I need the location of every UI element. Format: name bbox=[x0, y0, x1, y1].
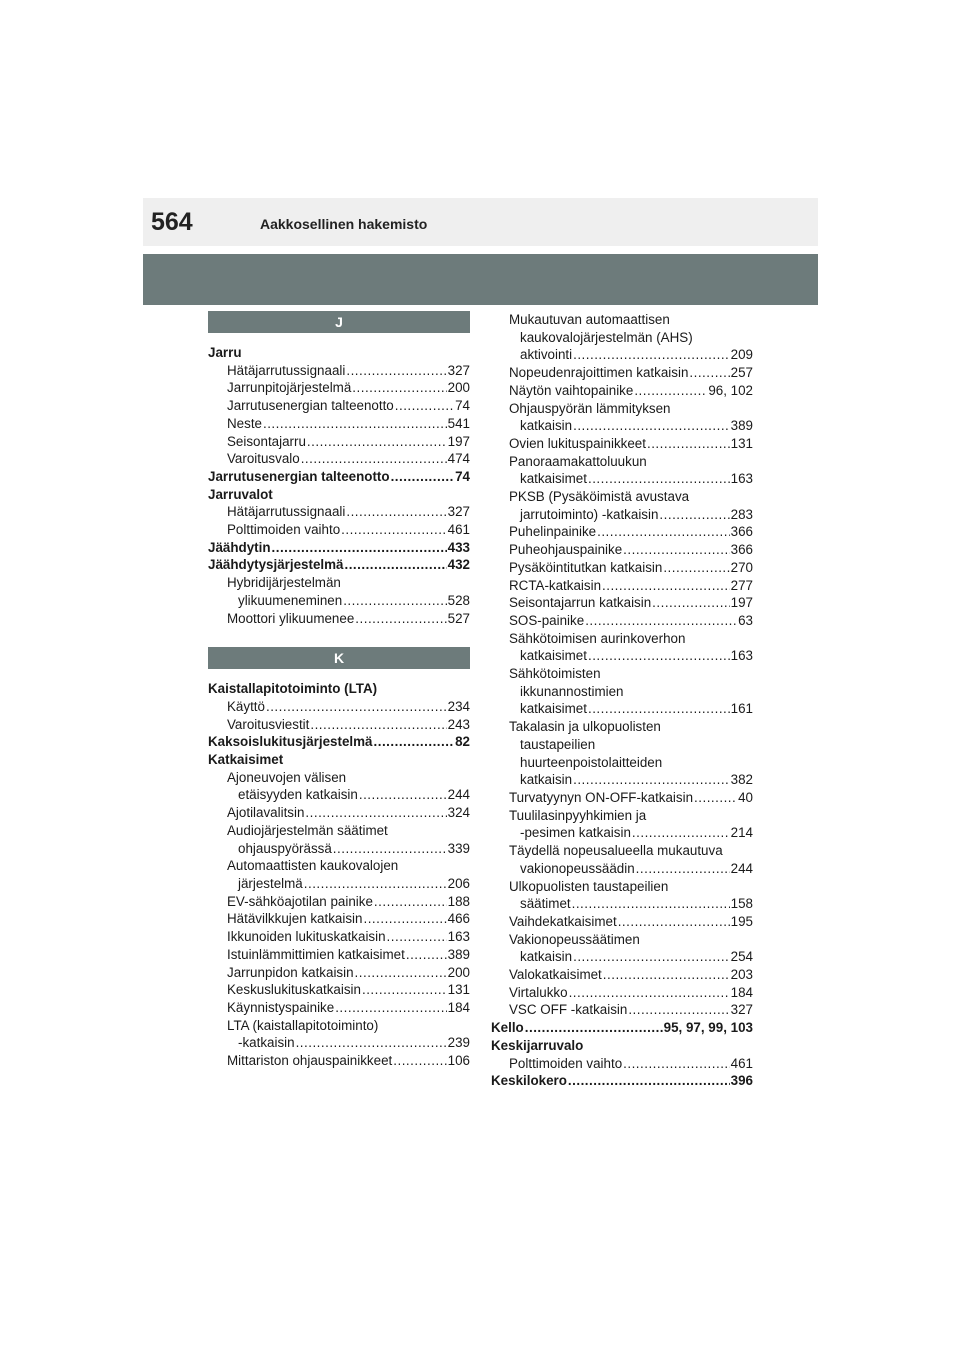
page-ref: 95, 97, 99, 103 bbox=[663, 1020, 753, 1036]
page-ref: 131 bbox=[730, 435, 753, 451]
index-entry: vakionopeussäädin ..... 244 bbox=[491, 860, 753, 878]
index-entry: Polttimoiden vaihto ..... 461 bbox=[491, 1055, 753, 1073]
index-entry: Polttimoiden vaihto ..... 461 bbox=[208, 521, 470, 539]
page-ref: 433 bbox=[447, 539, 470, 555]
page-ref: 389 bbox=[730, 418, 753, 434]
index-entry: Panoraamakattoluukun bbox=[509, 453, 647, 469]
index-entry: Ulkopuolisten taustapeilien bbox=[509, 878, 669, 894]
index-entry: Jäähdytin ..... 433 bbox=[208, 539, 470, 557]
page-ref: 366 bbox=[730, 542, 753, 558]
index-entry: Istuinlämmittimien katkaisimet ..... 389 bbox=[208, 946, 470, 964]
page-ref: 184 bbox=[730, 984, 753, 1000]
index-entry: järjestelmä ..... 206 bbox=[208, 875, 470, 893]
page-ref: 396 bbox=[730, 1073, 753, 1089]
index-entry: Käyttö ..... 234 bbox=[208, 698, 470, 716]
page-ref: 188 bbox=[447, 893, 470, 909]
index-entry: Mittariston ohjauspainikkeet ..... 106 bbox=[208, 1052, 470, 1070]
page-ref: 206 bbox=[447, 875, 470, 891]
page-ref: 277 bbox=[730, 577, 753, 593]
page-ref: 283 bbox=[730, 506, 753, 522]
index-entry: Keskilokero ..... 396 bbox=[491, 1072, 753, 1090]
page-ref: 203 bbox=[730, 967, 753, 983]
index-column-left bbox=[208, 311, 470, 1070]
page-ref: 234 bbox=[447, 698, 470, 714]
index-entry: etäisyyden katkaisin ..... 244 bbox=[208, 786, 470, 804]
index-entry: aktivointi ..... 209 bbox=[491, 346, 753, 364]
header-band bbox=[143, 254, 818, 305]
page-ref: 74 bbox=[455, 468, 470, 484]
index-entry: Mukautuvan automaattisen bbox=[509, 312, 670, 327]
index-entry: Keskijarruvalo bbox=[491, 1037, 584, 1053]
page-ref: 474 bbox=[447, 451, 470, 467]
index-entry: Vakionopeussäätimen bbox=[509, 931, 640, 947]
index-entry: Puheohjauspainike ..... 366 bbox=[491, 541, 753, 559]
index-entry: Katkaisimet bbox=[208, 752, 284, 768]
page-ref: 161 bbox=[730, 701, 753, 717]
section-header-k: K bbox=[208, 647, 470, 669]
page-ref: 254 bbox=[730, 949, 753, 965]
index-entry: Hybridijärjestelmän bbox=[227, 575, 341, 591]
page-ref: 327 bbox=[447, 504, 470, 520]
index-entry: -pesimen katkaisin ..... 214 bbox=[491, 824, 753, 842]
index-column-right bbox=[491, 311, 753, 1090]
index-entry: Kaistallapitotoiminto (LTA) bbox=[208, 681, 378, 697]
index-entry: Kello ..... 95, 97, 99, 103 bbox=[491, 1019, 753, 1037]
page-ref: 131 bbox=[447, 982, 470, 998]
page-ref: 257 bbox=[730, 365, 753, 381]
page-ref: 184 bbox=[447, 999, 470, 1015]
index-entry: Jarrutusenergian talteenotto ..... 74 bbox=[208, 397, 470, 415]
index-entry: Ikkunoiden lukituskatkaisin ..... 163 bbox=[208, 928, 470, 946]
page-ref: 541 bbox=[447, 415, 470, 431]
index-entry: Ohjauspyörän lämmityksen bbox=[509, 400, 671, 416]
index-entry: katkaisin ..... 254 bbox=[491, 948, 753, 966]
page-ref: 324 bbox=[447, 805, 470, 821]
index-entry: LTA (kaistallapitotoiminto) bbox=[227, 1017, 379, 1033]
index-entry: Näytön vaihtopainike ..... 96, 102 bbox=[491, 382, 753, 400]
index-entry: jarrutoiminto) -katkaisin ..... 283 bbox=[491, 506, 753, 524]
index-entry: Audiojärjestelmän säätimet bbox=[227, 822, 388, 838]
index-entry: Varoitusvalo ..... 474 bbox=[208, 450, 470, 468]
page-ref: 327 bbox=[730, 1002, 753, 1018]
index-entry: Käynnistyspainike ..... 184 bbox=[208, 999, 470, 1017]
page-header bbox=[143, 198, 818, 246]
page-ref: 527 bbox=[447, 610, 470, 626]
page-ref: 528 bbox=[447, 592, 470, 608]
index-entry: Hätäjarrutussignaali ..... 327 bbox=[208, 503, 470, 521]
page-ref: 106 bbox=[447, 1053, 470, 1069]
page-ref: 366 bbox=[730, 524, 753, 540]
index-entry: Takalasin ja ulkopuolisten bbox=[509, 719, 661, 735]
page-ref: 197 bbox=[730, 595, 753, 611]
index-entry: EV-sähköajotilan painike ..... 188 bbox=[208, 893, 470, 911]
index-entry: Jarru bbox=[208, 345, 242, 360]
index-entry: Turvatyynyn ON-OFF-katkaisin ..... 40 bbox=[491, 789, 753, 807]
page-ref: 339 bbox=[447, 840, 470, 856]
page-ref: 200 bbox=[447, 964, 470, 980]
page-ref: 382 bbox=[730, 772, 753, 788]
page-ref: 466 bbox=[447, 911, 470, 927]
index-entry: -katkaisin ..... 239 bbox=[208, 1034, 470, 1052]
index-entry: katkaisimet ..... 161 bbox=[491, 700, 753, 718]
page-ref: 461 bbox=[447, 522, 470, 538]
index-entry: SOS-painike ..... 63 bbox=[491, 612, 753, 630]
page-ref: 82 bbox=[455, 734, 470, 750]
index-entry: Nopeudenrajoittimen katkaisin ..... 257 bbox=[491, 364, 753, 382]
page-ref: 327 bbox=[447, 362, 470, 378]
index-entry: Seisontajarru ..... 197 bbox=[208, 433, 470, 451]
page-ref: 244 bbox=[447, 787, 470, 803]
index-entry: RCTA-katkaisin ..... 277 bbox=[491, 577, 753, 595]
index-entry: Valokatkaisimet ..... 203 bbox=[491, 966, 753, 984]
index-entry: kaukovalojärjestelmän (AHS) bbox=[520, 329, 693, 345]
page-number: 564 bbox=[151, 208, 193, 236]
page-ref: 243 bbox=[447, 716, 470, 732]
index-entry: katkaisin ..... 382 bbox=[491, 771, 753, 789]
page-ref: 270 bbox=[730, 559, 753, 575]
index-entry: Hätävilkkujen katkaisin ..... 466 bbox=[208, 910, 470, 928]
index-entry: Neste ..... 541 bbox=[208, 415, 470, 433]
index-entry: Vaihdekatkaisimet ..... 195 bbox=[491, 913, 753, 931]
index-entry: taustapeilien bbox=[520, 736, 596, 752]
index-entry: ikkunannostimien bbox=[520, 683, 624, 699]
index-entry: huurteenpoistolaitteiden bbox=[520, 754, 663, 770]
page-ref: 163 bbox=[730, 471, 753, 487]
index-entry: Keskuslukituskatkaisin ..... 131 bbox=[208, 981, 470, 999]
page-ref: 239 bbox=[447, 1035, 470, 1051]
index-entry: Tuulilasinpyyhkimien ja bbox=[509, 807, 647, 823]
index-entry: Ajotilavalitsin ..... 324 bbox=[208, 804, 470, 822]
index-entry: Jarrunpidon katkaisin ..... 200 bbox=[208, 964, 470, 982]
page-ref: 197 bbox=[447, 433, 470, 449]
index-entry: Täydellä nopeusalueella mukautuva bbox=[509, 843, 723, 859]
page-ref: 40 bbox=[738, 789, 753, 805]
index-entry: katkaisimet ..... 163 bbox=[491, 647, 753, 665]
page-ref: 389 bbox=[447, 946, 470, 962]
page-ref: 195 bbox=[730, 913, 753, 929]
index-entry: Ajoneuvojen välisen bbox=[227, 769, 347, 785]
index-entry: säätimet ..... 158 bbox=[491, 895, 753, 913]
index-entry: PKSB (Pysäköimistä avustava bbox=[509, 489, 690, 505]
index-entry: Ovien lukituspainikkeet ..... 131 bbox=[491, 435, 753, 453]
index-entry: Sähkötoimisen aurinkoverhon bbox=[509, 630, 686, 646]
index-entry: Jarruvalot bbox=[208, 486, 273, 502]
page-ref: 244 bbox=[730, 860, 753, 876]
index-entry: Automaattisten kaukovalojen bbox=[227, 858, 399, 874]
page-title: Aakkosellinen hakemisto bbox=[260, 216, 428, 232]
page-ref: 163 bbox=[730, 648, 753, 664]
index-entry: VSC OFF -katkaisin ..... 327 bbox=[491, 1001, 753, 1019]
index-entry: katkaisimet ..... 163 bbox=[491, 470, 753, 488]
page-ref: 163 bbox=[447, 929, 470, 945]
index-entry: Hätäjarrutussignaali ..... 327 bbox=[208, 362, 470, 380]
index-entry: ylikuumeneminen ..... 528 bbox=[208, 592, 470, 610]
page-ref: 200 bbox=[447, 380, 470, 396]
index-entry: Moottori ylikuumenee ..... 527 bbox=[208, 610, 470, 628]
index-entry: Pysäköintitutkan katkaisin ..... 270 bbox=[491, 559, 753, 577]
index-entry: Virtalukko ..... 184 bbox=[491, 984, 753, 1002]
page-ref: 63 bbox=[738, 612, 753, 628]
page-ref: 96, 102 bbox=[708, 382, 753, 398]
index-entry: ohjauspyörässä ..... 339 bbox=[208, 840, 470, 858]
index-entry: katkaisin ..... 389 bbox=[491, 417, 753, 435]
page-ref: 214 bbox=[730, 825, 753, 841]
index-entry: Sähkötoimisten bbox=[509, 666, 601, 682]
page-ref: 461 bbox=[730, 1055, 753, 1071]
index-entry: Varoitusviestit ..... 243 bbox=[208, 716, 470, 734]
index-entry: Kaksoislukitusjärjestelmä ..... 82 bbox=[208, 733, 470, 751]
index-entry: Jarrunpitojärjestelmä ..... 200 bbox=[208, 379, 470, 397]
page-ref: 209 bbox=[730, 347, 753, 363]
index-entry: Seisontajarrun katkaisin ..... 197 bbox=[491, 594, 753, 612]
page-ref: 158 bbox=[730, 896, 753, 912]
index-entry: Puhelinpainike ..... 366 bbox=[491, 523, 753, 541]
index-entry: Jäähdytysjärjestelmä ..... 432 bbox=[208, 556, 470, 574]
section-header-j: J bbox=[208, 311, 470, 333]
page-ref: 432 bbox=[447, 557, 470, 573]
page-ref: 74 bbox=[455, 398, 470, 414]
index-entry: Jarrutusenergian talteenotto ..... 74 bbox=[208, 468, 470, 486]
